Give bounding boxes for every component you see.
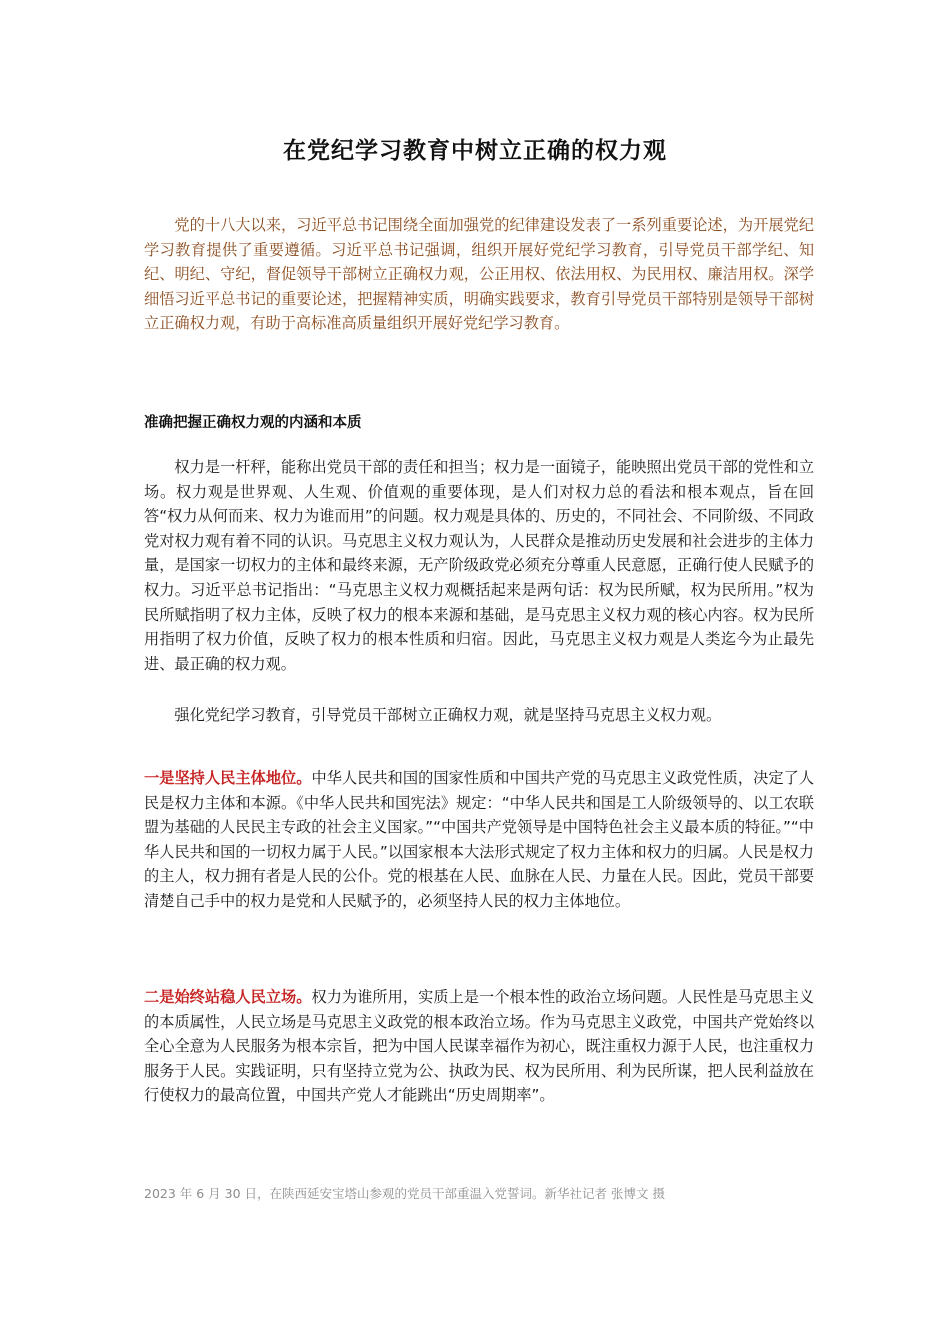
- point-1-body: 中华人民共和国的国家性质和中国共产党的马克思主义政党性质，决定了人民是权力主体和本源。《中华人民共和国宪法》规定：“中华人民共和国是工人阶级领导的、以工农联盟为基础的人民民主专政的社会主义国家。”“中国共产党领导是中国特色社会主义最本质的特征。”“中华人民共和国的一切权力属于人民。”以国家根本大法形式规定了权力主体和权力的归属。人民是权力的主人，权力拥有者是人民的公仆。党的根基在人民、血脉在人民、力量在人民。因此，党员干部要清楚自己手中的权力是党和人民赋予的，必须坚持人民的权力主体地位。: [144, 769, 815, 910]
- point-1-lead: 一是坚持人民主体地位。: [144, 769, 312, 787]
- body-paragraph-1: 权力是一杆秤，能称出党员干部的责任和担当；权力是一面镜子，能映照出党员干部的党性和立场。权力观是世界观、人生观、价值观的重要体现，是人们对权力总的看法和根本观点，旨在回答“权力从何而来、权力为谁而用”的问题。权力观是具体的、历史的，不同社会、不同阶级、不同政党对权力观有着不同的认识。马克思主义权力观认为，人民群众是推动历史发展和社会进步的主体力量，是国家一切权力的主体和最终来源，无产阶级政党必须充分尊重人民意愿，正确行使人民赋予的权力。习近平总书记指出：“马克思主义权力观概括起来是两句话：权为民所赋，权为民所用。”权为民所赋指明了权力主体，反映了权力的根本来源和基础，是马克思主义权力观的核心内容。权为民所用指明了权力价值，反映了权力的根本性质和归宿。因此，马克思主义权力观是人类迄今为止最先进、最正确的权力观。: [144, 458, 814, 673]
- photo-caption: 2023 年 6 月 30 日，在陕西延安宝塔山参观的党员干部重温入党誓词。新华社记者 张博文 摄: [144, 1186, 665, 1201]
- article-title: 在党纪学习教育中树立正确的权力观: [283, 138, 667, 164]
- intro-paragraph: 党的十八大以来，习近平总书记围绕全面加强党的纪律建设发表了一系列重要论述，为开展党纪学习教育提供了重要遵循。习近平总书记强调，组织开展好党纪学习教育，引导党员干部学纪、知纪、明纪、守纪，督促领导干部树立正确权力观，公正用权、依法用权、为民用权、廉洁用权。深学细悟习近平总书记的重要论述，把握精神实质，明确实践要求，教育引导党员干部特别是领导干部树立正确权力观，有助于高标准高质量组织开展好党纪学习教育。: [144, 216, 814, 333]
- point-2-lead: 二是始终站稳人民立场。: [144, 988, 312, 1006]
- point-2-paragraph: [144, 985, 814, 1108]
- point-1-paragraph: [144, 766, 814, 914]
- section-heading: 准确把握正确权力观的内涵和本质: [144, 415, 362, 431]
- body-paragraph-2: 强化党纪学习教育，引导党员干部树立正确权力观，就是坚持马克思主义权力观。: [174, 706, 722, 724]
- point-2-body: 权力为谁所用，实质上是一个根本性的政治立场问题。人民性是马克思主义的本质属性，人民立场是马克思主义政党的根本政治立场。作为马克思主义政党，中国共产党始终以全心全意为人民服务为根本宗旨，把为中国人民谋幸福作为初心，既注重权力源于人民，也注重权力服务于人民。实践证明，只有坚持立党为公、执政为民、权为民所用、利为民所谋，把人民利益放在行使权力的最高位置，中国共产党人才能跳出“历史周期率”。: [144, 988, 815, 1105]
